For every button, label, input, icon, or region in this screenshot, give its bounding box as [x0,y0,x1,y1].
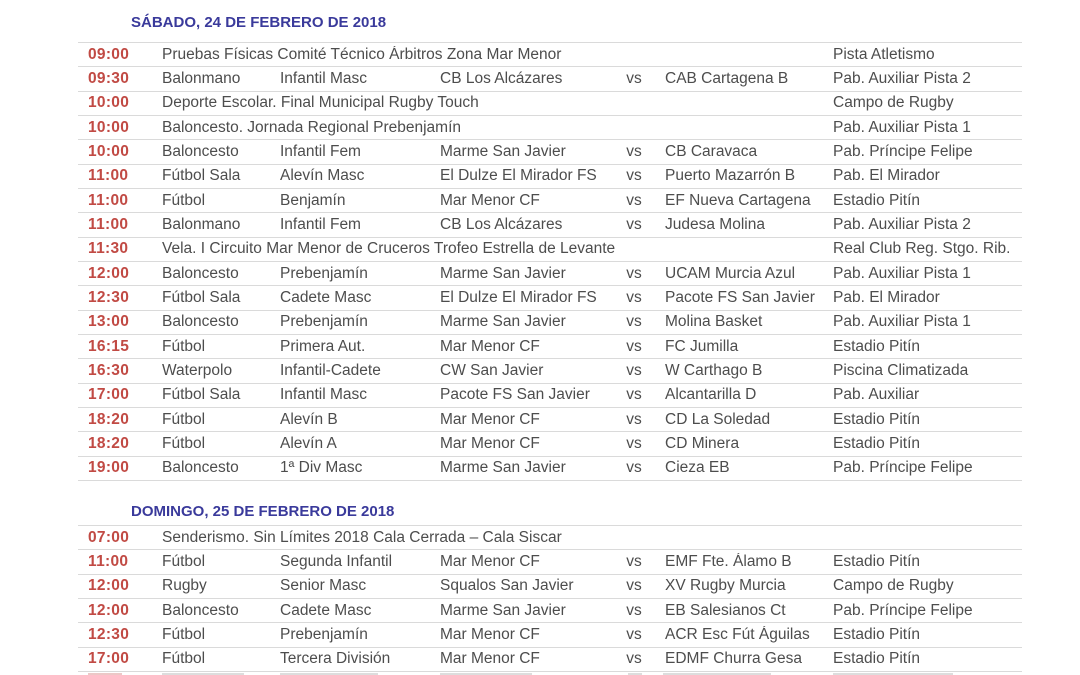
sport-cell: Fútbol [162,552,206,570]
venue-cell: Pab. Auxiliar Pista 1 [833,264,971,282]
venue-cell: Estadio Pitín [833,337,921,355]
venue-cell: Campo de Rugby [833,577,954,595]
category-cell: Infantil Masc [280,69,368,87]
table-row [78,237,1022,261]
time-cell: 16:15 [88,337,130,355]
sport-cell: Waterpolo [162,361,233,379]
home-team-cell: Marme San Javier [440,313,566,331]
category-cell: Primera Aut. [280,337,366,355]
away-team-cell: EF Nueva Cartagena [665,191,811,209]
home-team-cell: Mar Menor CF [440,434,540,452]
home-team-cell: CB Los Alcázares [440,69,563,87]
sport-cell: Fútbol Sala [162,386,241,404]
category-cell: Benjamín [280,191,346,209]
vs-cell: vs [626,434,642,452]
sport-cell: Fútbol [162,191,206,209]
event-cell: Baloncesto. Jornada Regional Prebenjamín [162,118,461,136]
schedule [78,0,1022,672]
venue-cell: Pista Atletismo [833,45,935,63]
home-team-cell: Squalos San Javier [440,577,574,595]
table-row [78,285,1022,309]
time-cell: 18:20 [88,434,130,452]
away-team-cell: Puerto Mazarrón B [665,167,796,185]
table-row [78,91,1022,115]
table-row [78,310,1022,334]
table-row [78,334,1022,358]
day-section [78,14,1022,481]
date-header: SÁBADO, 24 DE FEBRERO DE 2018 [131,14,387,31]
time-cell: 11:00 [88,552,129,570]
away-team-cell: CAB Cartagena B [665,69,789,87]
category-cell: Segunda Infantil [280,552,393,570]
away-team-cell: EB Salesianos Ct [665,601,786,619]
time-cell: 19:00 [88,459,130,477]
vs-cell: vs [626,601,642,619]
event-cell: Pruebas Físicas Comité Técnico Árbitros Zona Mar Menor [162,45,562,63]
date-header: DOMINGO, 25 DE FEBRERO DE 2018 [131,502,395,520]
venue-cell: Estadio Pitín [833,650,921,668]
category-cell: Prebenjamín [280,625,368,643]
table-row [78,188,1022,212]
table-row [78,456,1022,480]
away-team-cell: EDMF Churra Gesa [665,650,802,668]
time-cell: 10:00 [88,94,130,112]
category-cell: Alevín A [280,434,337,452]
home-team-cell: Mar Menor CF [440,337,540,355]
venue-cell: Pab. Príncipe Felipe [833,459,973,477]
sport-cell: Fútbol Sala [162,167,241,185]
time-cell: 12:00 [88,577,130,595]
category-cell: Infantil Fem [280,215,361,233]
category-cell: Cadete Masc [280,601,372,619]
rows-group [78,525,1022,672]
event-cell: Vela. I Circuito Mar Menor de Cruceros Trofeo Estrella de Levante [162,240,616,258]
away-team-cell: Molina Basket [665,313,763,331]
away-team-cell: ACR Esc Fút Águilas [665,625,810,643]
home-team-cell: Pacote FS San Javier [440,386,590,404]
home-team-cell: Marme San Javier [440,459,566,477]
time-cell: 13:00 [88,313,130,331]
table-row [78,212,1022,236]
time-cell: 16:30 [88,361,130,379]
sport-cell: Baloncesto [162,264,239,282]
sport-cell: Balonmano [162,69,241,87]
away-team-cell: CD Minera [665,434,740,452]
away-team-cell: Cieza EB [665,459,730,477]
sport-cell: Balonmano [162,215,241,233]
table-row [78,66,1022,90]
away-team-cell: UCAM Murcia Azul [665,264,796,282]
category-cell: Tercera División [280,650,391,668]
venue-cell: Real Club Reg. Stgo. Rib. [833,240,1011,258]
home-team-cell: Marme San Javier [440,142,566,160]
table-row [78,525,1022,549]
sport-cell: Fútbol [162,410,206,428]
sport-cell: Baloncesto [162,601,239,619]
away-team-cell: CD La Soledad [665,410,771,428]
category-cell: Infantil Masc [280,386,368,404]
category-cell: Prebenjamín [280,313,368,331]
venue-cell: Pab. Príncipe Felipe [833,142,973,160]
time-cell: 11:30 [88,240,129,258]
category-cell: Alevín Masc [280,167,365,185]
vs-cell: vs [626,69,642,87]
time-cell: 07:00 [88,528,130,546]
table-row [78,431,1022,455]
sport-cell: Fútbol [162,650,206,668]
vs-cell: vs [626,142,642,160]
vs-cell: vs [626,337,642,355]
vs-cell: vs [626,264,642,282]
category-cell: Prebenjamín [280,264,368,282]
away-team-cell: Judesa Molina [665,215,765,233]
time-cell: 12:30 [88,288,130,306]
away-team-cell: FC Jumilla [665,337,739,355]
sport-cell: Baloncesto [162,459,239,477]
home-team-cell: El Dulze El Mirador FS [440,288,597,306]
table-row [78,598,1022,622]
time-cell: 09:30 [88,69,130,87]
vs-cell: vs [626,191,642,209]
table-row [78,42,1022,66]
category-cell: Infantil-Cadete [280,361,381,379]
home-team-cell: Mar Menor CF [440,410,540,428]
home-team-cell: CB Los Alcázares [440,215,563,233]
venue-cell: Pab. Auxiliar [833,386,920,404]
vs-cell: vs [626,552,642,570]
away-team-cell: Pacote FS San Javier [665,288,815,306]
venue-cell: Campo de Rugby [833,94,954,112]
category-cell: 1ª Div Masc [280,459,363,477]
table-row [78,139,1022,163]
venue-cell: Pab. El Mirador [833,288,940,306]
table-row [78,574,1022,598]
time-cell: 17:00 [88,650,130,668]
table-row [78,549,1022,573]
vs-cell: vs [626,361,642,379]
home-team-cell: Mar Menor CF [440,650,540,668]
sport-cell: Baloncesto [162,142,239,160]
vs-cell: vs [626,625,642,643]
venue-cell: Estadio Pitín [833,552,921,570]
home-team-cell: Mar Menor CF [440,552,540,570]
home-team-cell: Mar Menor CF [440,191,540,209]
table-row [78,358,1022,382]
sport-cell: Rugby [162,577,207,595]
sport-cell: Baloncesto [162,313,239,331]
sport-cell: Fútbol [162,337,206,355]
day-section [78,503,1022,672]
away-team-cell: Alcantarilla D [665,386,757,404]
sport-cell: Fútbol [162,625,206,643]
venue-cell: Estadio Pitín [833,410,921,428]
time-cell: 17:00 [88,386,130,404]
category-cell: Cadete Masc [280,288,372,306]
time-cell: 12:00 [88,601,130,619]
time-cell: 12:00 [88,264,130,282]
sport-cell: Fútbol Sala [162,288,241,306]
table-row [78,115,1022,139]
time-cell: 11:00 [88,167,129,185]
away-team-cell: W Carthago B [665,361,763,379]
table-row [78,622,1022,646]
time-cell: 12:30 [88,625,130,643]
vs-cell: vs [626,577,642,595]
vs-cell: vs [626,288,642,306]
vs-cell: vs [626,650,642,668]
venue-cell: Pab. Auxiliar Pista 2 [833,69,971,87]
away-team-cell: XV Rugby Murcia [665,577,786,595]
table-row [78,261,1022,285]
sport-cell: Fútbol [162,434,206,452]
table-row [78,164,1022,188]
vs-cell: vs [626,215,642,233]
away-team-cell: CB Caravaca [665,142,758,160]
rows-group [78,42,1022,481]
time-cell: 18:20 [88,410,130,428]
venue-cell: Pab. Auxiliar Pista 1 [833,313,971,331]
table-row [78,383,1022,407]
venue-cell: Piscina Climatizada [833,361,969,379]
vs-cell: vs [626,167,642,185]
venue-cell: Pab. Príncipe Felipe [833,601,973,619]
away-team-cell: EMF Fte. Álamo B [665,552,792,570]
vs-cell: vs [626,459,642,477]
venue-cell: Pab. Auxiliar Pista 2 [833,215,971,233]
category-cell: Infantil Fem [280,142,361,160]
vs-cell: vs [626,313,642,331]
table-row [78,407,1022,431]
venue-cell: Pab. Auxiliar Pista 1 [833,118,971,136]
venue-cell: Estadio Pitín [833,191,921,209]
time-cell: 10:00 [88,118,130,136]
time-cell: 11:00 [88,191,129,209]
vs-cell: vs [626,410,642,428]
event-cell: Deporte Escolar. Final Municipal Rugby Touch [162,94,479,112]
home-team-cell: Marme San Javier [440,601,566,619]
category-cell: Alevín B [280,410,338,428]
home-team-cell: Marme San Javier [440,264,566,282]
event-cell: Senderismo. Sin Límites 2018 Cala Cerrada – Cala Siscar [162,528,562,546]
time-cell: 11:00 [88,215,129,233]
time-cell: 09:00 [88,45,130,63]
home-team-cell: CW San Javier [440,361,544,379]
home-team-cell: El Dulze El Mirador FS [440,167,597,185]
table-row [78,647,1022,671]
venue-cell: Estadio Pitín [833,434,921,452]
home-team-cell: Mar Menor CF [440,625,540,643]
venue-cell: Estadio Pitín [833,625,921,643]
time-cell: 10:00 [88,142,130,160]
venue-cell: Pab. El Mirador [833,167,940,185]
category-cell: Senior Masc [280,577,367,595]
vs-cell: vs [626,386,642,404]
